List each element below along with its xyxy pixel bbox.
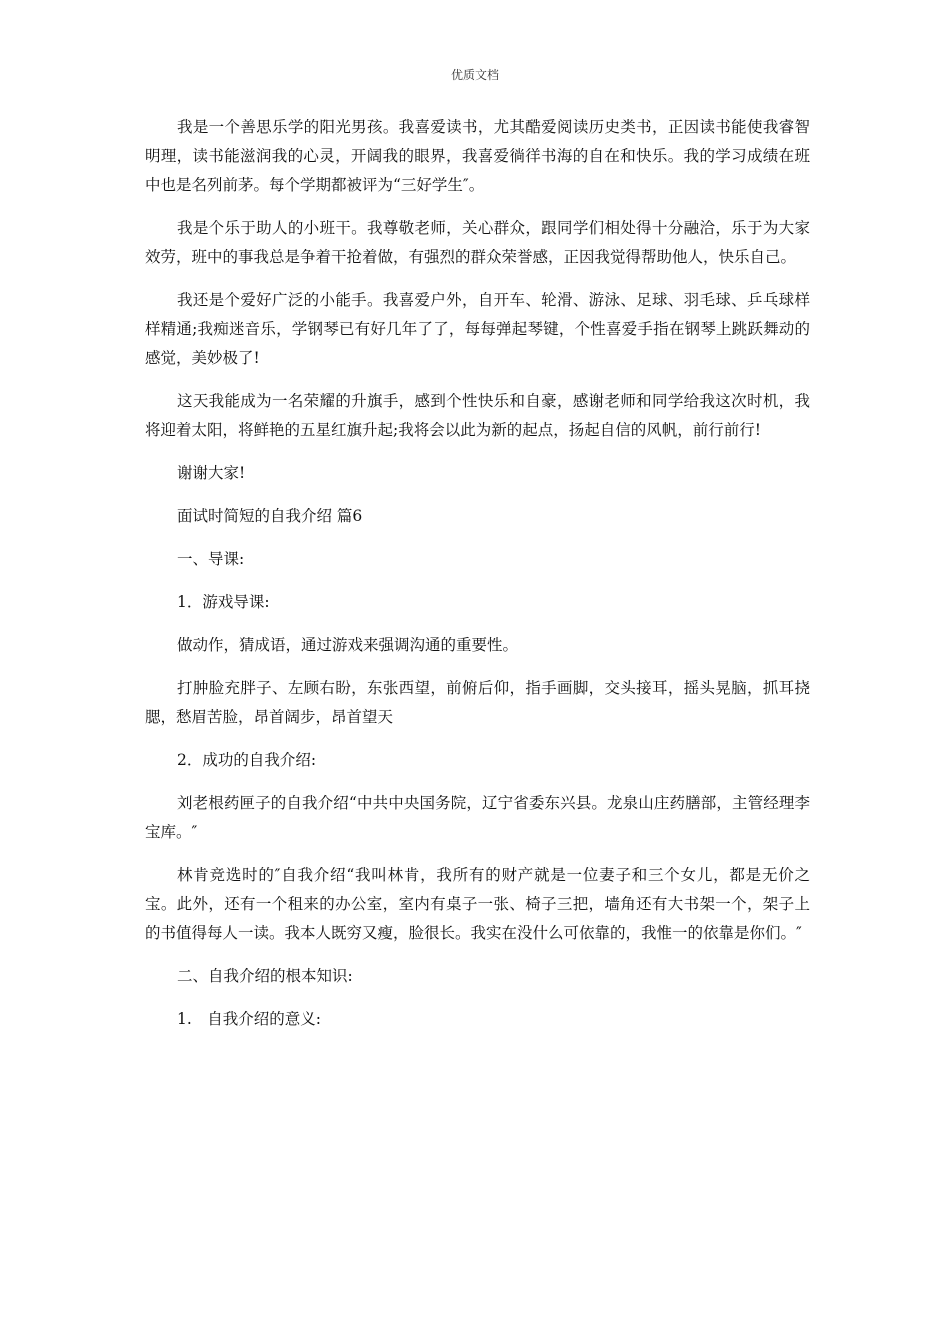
paragraph-idioms: 打肿脸充胖子、左顾右盼，东张西望，前俯后仰，指手画脚，交头接耳，摇头晃脑，抓耳挠腮，愁眉苦脸，昂首阔步，昂首望天 bbox=[145, 679, 810, 726]
heading-successful-intro: 2．成功的自我介绍: bbox=[177, 751, 317, 769]
page-header: 优质文档 bbox=[450, 68, 499, 82]
document-body bbox=[145, 113, 810, 1048]
paragraph-hobbies: 我还是个爱好广泛的小能手。我喜爱户外，自开车、轮滑、游泳、足球、羽毛球、乒乓球样样精通;我痴迷音乐，学钢琴已有好几年了了，每每弹起琴键，个性喜爱手指在钢琴上跳跃舞动的感觉，美妙极了! bbox=[145, 291, 810, 367]
paragraph-game-desc: 做动作，猜成语，通过游戏来强调沟通的重要性。 bbox=[177, 636, 519, 654]
heading-lesson-intro: 一、导课: bbox=[177, 550, 245, 568]
heading-basic-knowledge: 二、自我介绍的根本知识: bbox=[177, 967, 353, 985]
paragraph-thanks: 谢谢大家! bbox=[177, 464, 246, 482]
paragraph-lincoln: 林肯竞选时的″自我介绍“我叫林肯，我所有的财产就是一位妻子和三个女儿，都是无价之宝。此外，还有一个租来的办公室，室内有桌子一张、椅子三把，墙角还有大书架一个，架子上的书值得每人一读。我本人既穷又瘦，脸很长。我实在没什么可依靠的，我惟一的依靠是你们。″ bbox=[145, 866, 810, 942]
paragraph-liu-laogen: 刘老根药匣子的自我介绍“中共中央国务院，辽宁省委东兴县。龙泉山庄药膳部，主管经理李宝库。″ bbox=[145, 794, 810, 841]
paragraph-flag-raiser: 这天我能成为一名荣耀的升旗手，感到个性快乐和自豪，感谢老师和同学给我这次时机，我将迎着太阳，将鲜艳的五星红旗升起;我将会以此为新的起点，扬起自信的风帆，前行前行! bbox=[145, 392, 810, 439]
section-heading-part6: 面试时简短的自我介绍 篇6 bbox=[177, 507, 363, 525]
heading-game-intro: 1．游戏导课: bbox=[177, 593, 270, 611]
heading-intro-meaning: 1. 自我介绍的意义: bbox=[177, 1010, 322, 1028]
paragraph-class-leader: 我是个乐于助人的小班干。我尊敬老师，关心群众，跟同学们相处得十分融洽，乐于为大家效劳，班中的事我总是争着干抢着做，有强烈的群众荣誉感，正因我觉得帮助他人，快乐自己。 bbox=[145, 219, 810, 266]
paragraph-intro-reading: 我是一个善思乐学的阳光男孩。我喜爱读书，尤其酷爱阅读历史类书，正因读书能使我睿智明理，读书能滋润我的心灵，开阔我的眼界，我喜爱徜徉书海的自在和快乐。我的学习成绩在班中也是名列前茅。每个学期都被评为“三好学生″。 bbox=[145, 118, 810, 194]
